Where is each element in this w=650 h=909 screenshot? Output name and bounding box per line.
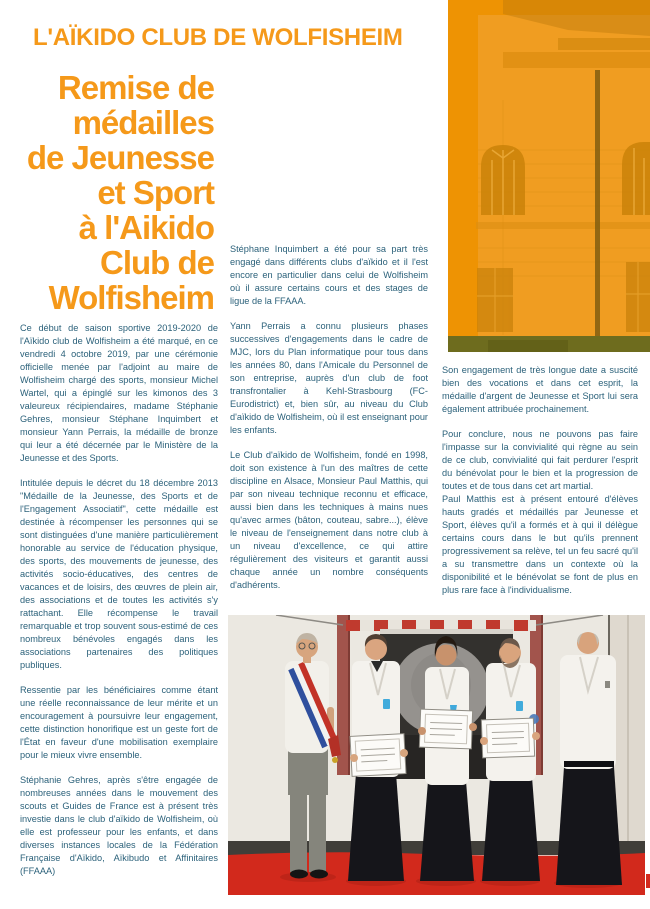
text-block: Remise de: [57, 69, 214, 106]
person-recipient-3: [480, 638, 540, 881]
building-photo-graphic: [448, 0, 650, 352]
text-block: Stéphane Inquimbert a été pour sa part très engagé dans différents clubs d'aïkido et il l'est encore en particulier dans celui de Wolfisheim où il assure certains cours et des stages de ligue de la FFAAA.: [230, 244, 428, 306]
article-headline: [8, 70, 214, 315]
text-block: de Jeunesse: [26, 139, 214, 176]
text-block: Son engagement de très longue date a suscité bien des vocations et dans cet esprit, la médaille d'argent de Jeunesse et Sport lui sera également attribuée prochainement.: [442, 365, 638, 414]
ceremony-photo-graphic: [228, 615, 645, 895]
text-block: à l'Aikido: [78, 209, 214, 246]
text-block: Wolfisheim: [48, 279, 214, 316]
text-block: Ressentie par les bénéficiaires comme étant une réelle reconnaissance de leur mérite et un encouragement à poursuivre leur engagement, cette distinction honorifique est un geste fort de l'État en faveur d'une mobilisation exemplaire pour le mieux vivre ensemble.: [20, 685, 218, 760]
text-block: Paul Matthis est à présent entouré d'élèves hauts gradés et médaillés par Jeunesse et Sport, élèves qu'il a formés et à qui il délègue certains cours dans le but qu'ils prennent progressivement sa relève, tel un feu sacré qu'il a su transmettre dans un contexte où la disponibilité et le bénévolat se font de plus en plus rare face à l'individualisme.: [442, 494, 638, 595]
page-corner-mark: [646, 874, 650, 888]
text-column-3: [442, 364, 638, 609]
text-block: médailles: [72, 104, 214, 141]
text-block: Stéphanie Gehres, après s'être engagée de nombreuses années dans le mouvement des scouts et Guides de France est à présent très investie dans le club d'aïkido de Wolfisheim, où elle est professeur pour les enfants, et dans diverses instances locales de la Fédération Française d'Aïkido, Aïkibudo et Affinitaires (FFAAA): [20, 775, 218, 876]
person-recipient-2: [418, 636, 477, 881]
text-block: et Sport: [97, 174, 214, 211]
building-photo: [448, 0, 650, 352]
text-column-2: [230, 243, 428, 604]
text-block: Intitulée depuis le décret du 18 décembre 2013 "Médaille de la Jeunesse, des Sports et de l'Engagement Associatif", cette médaille est destinée à récompenser les personnes qui se sont distinguées d'une manière particulièrement honorable au service de l'éducation physique, des sports, des mouvements de jeunesse, des activités socio-éducatives, des centres de vacances et de loisirs, des œuvres de plein air, des associations et de toutes les activités s'y rattachant. Elle récompense le travail remarquable et trop souvent sous-estimé de ces nombreux bénévoles engagés dans les associations partenaires des politiques publiques.: [20, 478, 218, 670]
person-teacher: [556, 632, 622, 885]
text-block: Pour conclure, nous ne pouvons pas faire l'impasse sur la convivialité qui règne au sein de ce club, convivialité qui fait perdurer l'esprit du bénévolat pour le bien et la progression de toutes et de tous dans cet art martial.: [442, 429, 638, 491]
text-block: Le Club d'aïkido de Wolfisheim, fondé en 1998, doit son existence à l'un des maîtres de cette discipline en Alsace, Monsieur Paul Matthis, qui par son niveau technique reconnu et efficace, aussi bien dans les techniques à mains nues qu'avec armes (bâton, couteau, sabre...), élève le niveau de l'enseignement dans notre club à un niveau d'excellence, ce qui attire régulièrement des visiteurs et garantit aussi chaque année un nombre conséquents d'adhérents.: [230, 450, 428, 590]
text-block: Yann Perrais a connu plusieurs phases successives d'engagements dans le cadre de MJC, lors du Plan informatique pour tous dans les années 80, dans l'Amicale du Personnel de son entreprise, auprès d'un club de foot transfrontalier à Kehl-Strasbourg (FC-Eurodistrict) et, bien sûr, au niveau du Club d'aïkido de Wolfisheim, où il est enseignant pour les enfants.: [230, 321, 428, 435]
text-block: Ce début de saison sportive 2019-2020 de l'Aïkido club de Wolfisheim a été marqué, en ce vendredi 4 octobre 2019, par une cérémonie officielle menée par l'adjoint au maire de Wolfisheim chargé des sports, monsieur Michel Wartel, qui a épinglé sur les kimonos des 3 valeureux récipiendaires, madame Stéphanie Gehres, monsieur Stéphane Inquimbert et monsieur Yann Perrais, la médaille de bronze qui leur a été décernée par le Ministère de la Jeunesse et des Sports.: [20, 323, 218, 463]
text-block: Club de: [100, 244, 214, 281]
person-recipient-1: [348, 634, 408, 881]
article-kicker: L'AÏKIDO CLUB DE WOLFISHEIM: [33, 24, 403, 51]
text-column-1: [20, 322, 218, 890]
ceremony-photo: [228, 615, 645, 895]
